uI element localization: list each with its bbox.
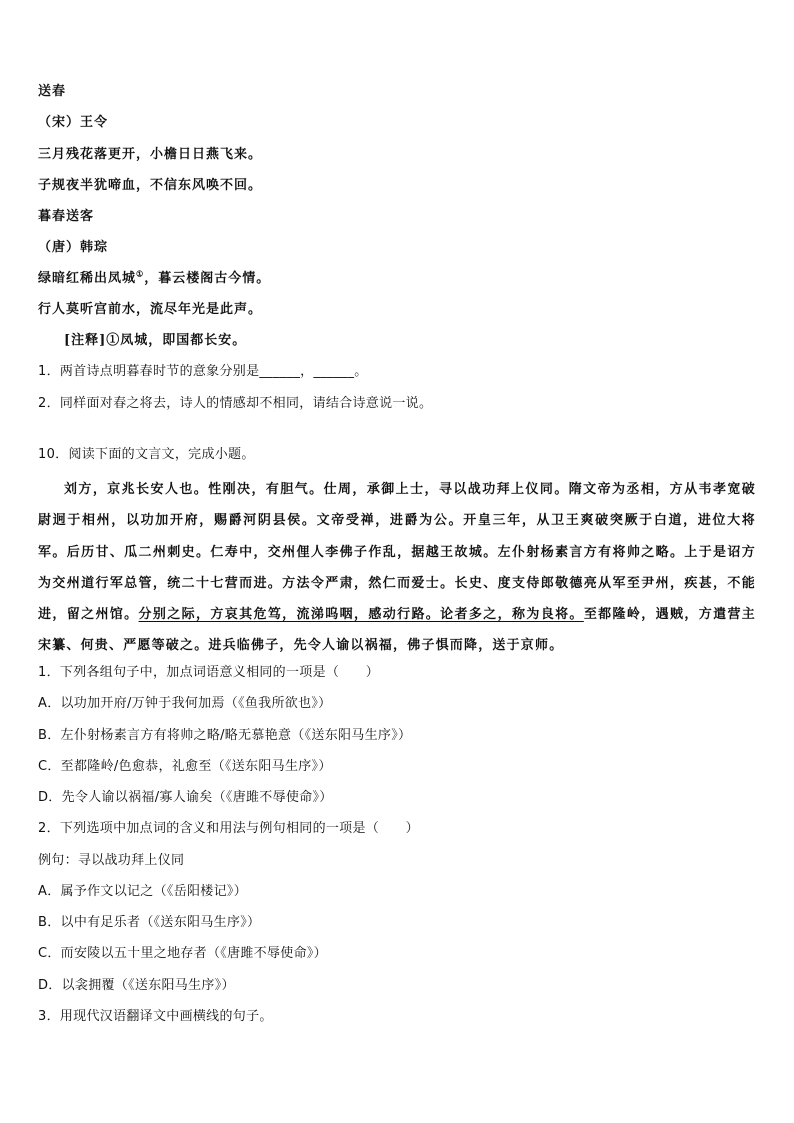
sub-question-1-option-a: A．以功加开府/万钟于我何加焉（《鱼我所欲也》） (38, 696, 332, 711)
poem-annotation: [注释]①凤城，即国都长安。 (64, 333, 247, 348)
poem1-line2: 子规夜半犹啼血，不信东风唤不回。 (38, 178, 263, 193)
poem-question-1: 1．两首诗点明暮春时节的意象分别是______，______。 (38, 364, 368, 379)
sub-question-2-option-b: B．以中有足乐者（《送东阳马生序》） (38, 915, 261, 930)
passage-text-after: 至都隆岭，遇贼，方遣营主宋纂、何贵、严愿等破之。进兵临佛子，先令人谕以祸福，佛子惧而降，送于京师。 (38, 607, 757, 654)
poem2-line1 (38, 270, 270, 288)
poem2-line2: 行人莫听宫前水，流尽年光是此声。 (38, 302, 263, 317)
sub-question-1-option-b: B．左仆射杨素言方有将帅之略/略无慕艳意（《送东阳马生序》） (38, 728, 412, 743)
poem2-title: 暮春送客 (38, 209, 95, 224)
footnote-marker: ① (136, 268, 145, 279)
classical-passage (38, 474, 756, 662)
sub-question-1-option-d: D．先令人谕以祸福/寡人谕矣（《唐雎不辱使命》） (38, 790, 333, 805)
sub-question-1-option-c: C．至都隆岭/色愈恭，礼愈至（《送东阳马生序》） (38, 759, 332, 774)
poem-question-2: 2．同样面对春之将去，诗人的情感却不相同，请结合诗意说一说。 (38, 396, 433, 411)
poem2-author: （唐）韩琮 (38, 240, 109, 255)
sub-question-2-option-d: D．以衾拥覆（《送东阳马生序》） (38, 978, 235, 993)
sub-question-1-stem: 1．下列各组句子中，加点词语意义相同的一项是（ ） (38, 665, 380, 680)
question-10-header: 10．阅读下面的文言文，完成小题。 (38, 447, 255, 462)
poem2-line1-part1: 绿暗红稀出凤城 (38, 271, 137, 286)
sub-question-2-option-a: A．属予作文以记之（《岳阳楼记》） (38, 884, 247, 899)
poem1-title: 送春 (38, 84, 67, 99)
sub-question-2-option-c: C．而安陵以五十里之地存者（《唐雎不辱使命》） (38, 946, 327, 961)
sub-question-2-stem: 2．下列选项中加点词的含义和用法与例句相同的一项是（ ） (38, 821, 419, 836)
sub-question-3-stem: 3．用现代汉语翻译文中画横线的句子。 (38, 1009, 273, 1024)
poem2-line1-part2: ，暮云楼阁古今情。 (144, 271, 271, 286)
passage-text-before: 刘方，京兆长安人也。性刚决，有胆气。仕周，承御上士，寻以战功拜上仪同。隋文帝为丞相，方从韦孝宽破尉迥于相州，以功加开府，赐爵河阴县侯。文帝受禅，进爵为公。开皇三年，从卫王爽破突厥于白道，进位大将军。后历甘、瓜二州刺史。仁寿中，交州俚人李佛子作乱，据越王故城。左仆射杨素言方有将帅之略。上于是诏方为交州道行军总管，统二十七营而进。方法令严肃，然仁而爱士。长史、度支侍郎敬德亮从军至尹州，疾甚，不能进，留之州馆。 (38, 482, 756, 623)
sub-question-2-example: 例句：寻以战功拜上仪同 (38, 853, 185, 868)
poem1-line1: 三月残花落更开，小檐日日燕飞来。 (38, 147, 263, 162)
passage-underlined-sentence: 分别之际，方哀其危笃，流涕呜咽，感动行路。论者多之，称为良将。 (138, 607, 584, 623)
poem1-author: （宋）王令 (38, 115, 109, 130)
